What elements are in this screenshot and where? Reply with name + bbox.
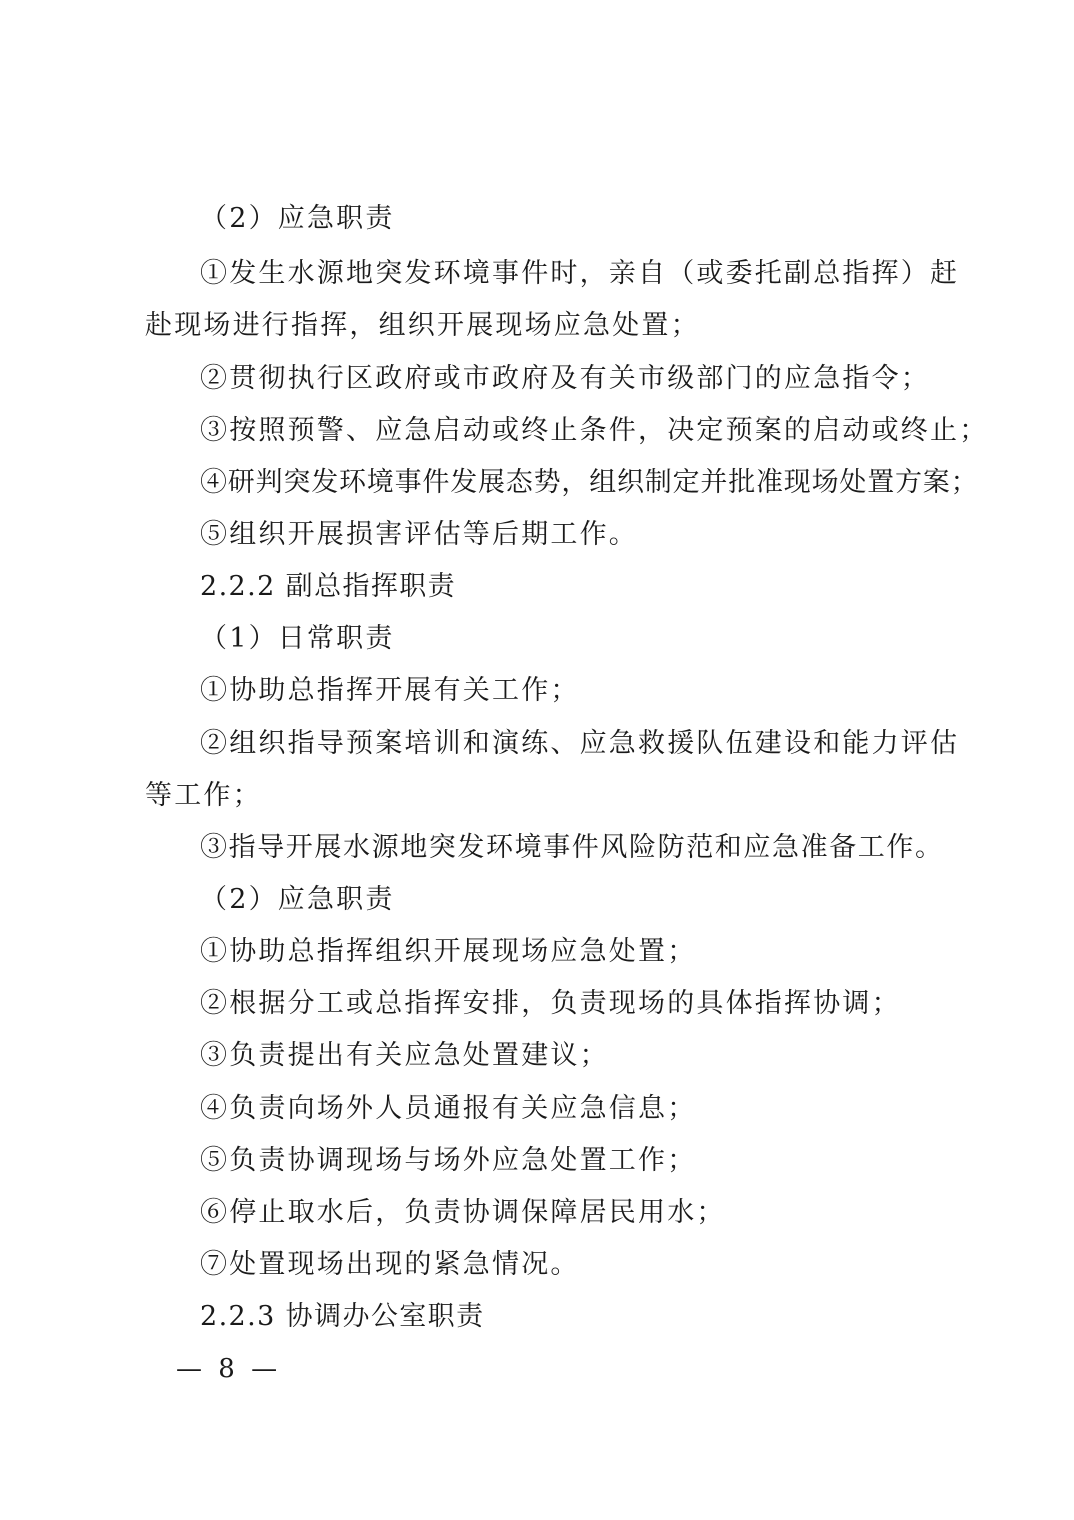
- paragraph-line: ①协助总指挥组织开展现场应急处置；: [200, 936, 697, 967]
- paragraph-line: ①发生水源地突发环境事件时，亲自（或委托副总指挥）赶: [200, 258, 960, 289]
- paragraph-line: 赴现场进行指挥，组织开展现场应急处置；: [145, 310, 700, 341]
- section-heading-coordination-office-duties: 2.2.3 协调办公室职责: [200, 1301, 485, 1332]
- paragraph-line: ④负责向场外人员通报有关应急信息；: [200, 1093, 697, 1124]
- page-number: — 8 —: [176, 1354, 282, 1384]
- paragraph-line: ②组织指导预案培训和演练、应急救援队伍建设和能力评估: [200, 728, 960, 759]
- paragraph-line: ③负责提出有关应急处置建议；: [200, 1040, 609, 1071]
- paragraph-line: ③按照预警、应急启动或终止条件，决定预案的启动或终止；: [200, 415, 989, 446]
- subsection-heading-emergency-duties: （2）应急职责: [200, 203, 395, 234]
- paragraph-line: 等工作；: [145, 780, 262, 811]
- paragraph-line: ①协助总指挥开展有关工作；: [200, 675, 580, 706]
- subsection-heading-emergency-duties: （2）应急职责: [200, 884, 395, 915]
- paragraph-line: ⑦处置现场出现的紧急情况。: [200, 1249, 580, 1280]
- paragraph-line: ②贯彻执行区政府或市政府及有关市级部门的应急指令；: [200, 363, 930, 394]
- paragraph-line: ③指导开展水源地突发环境事件风险防范和应急准备工作。: [200, 832, 944, 863]
- paragraph-line: ⑥停止取水后，负责协调保障居民用水；: [200, 1197, 726, 1228]
- paragraph-line: ②根据分工或总指挥安排，负责现场的具体指挥协调；: [200, 988, 901, 1019]
- paragraph-line: ④研判突发环境事件发展态势，组织制定并批准现场处置方案；: [200, 467, 979, 498]
- subsection-heading-daily-duties: （1）日常职责: [200, 623, 395, 654]
- section-heading-deputy-commander-duties: 2.2.2 副总指挥职责: [200, 571, 457, 602]
- paragraph-line: ⑤组织开展损害评估等后期工作。: [200, 519, 638, 550]
- paragraph-line: ⑤负责协调现场与场外应急处置工作；: [200, 1145, 697, 1176]
